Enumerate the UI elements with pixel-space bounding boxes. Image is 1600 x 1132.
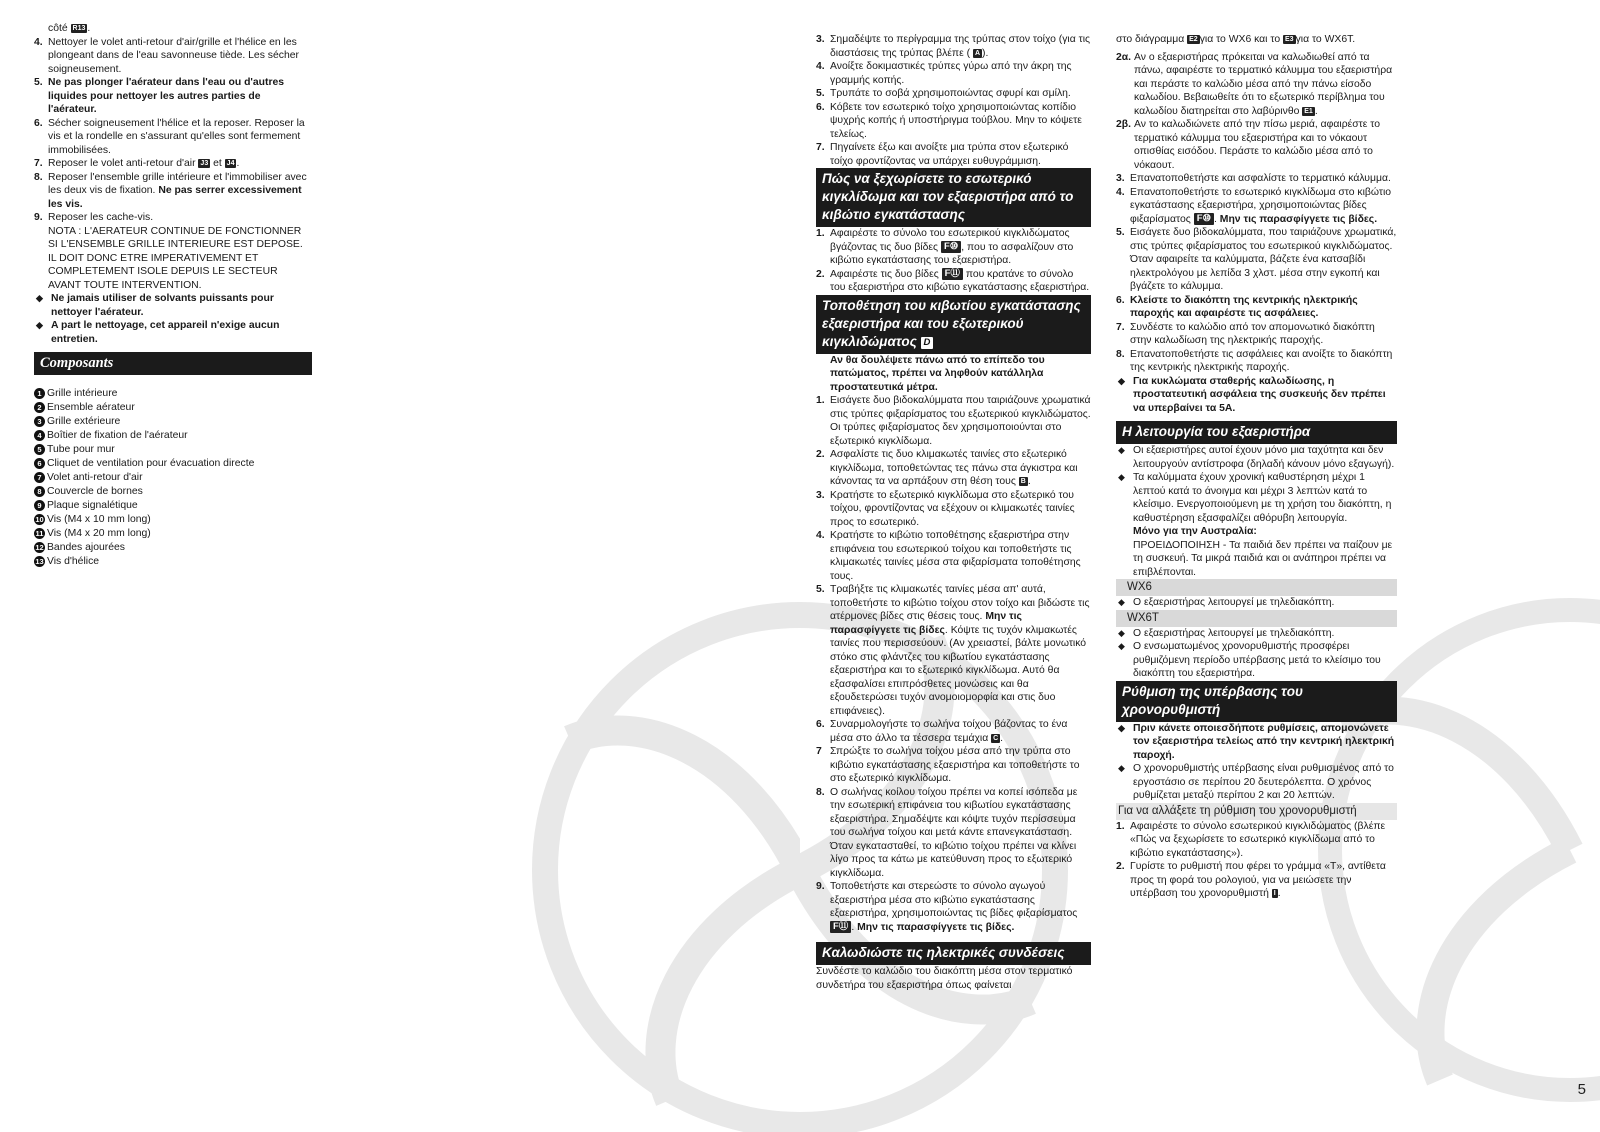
diagram-reference: στο διάγραμμα E2 για το WX6 και το E3 για το WX6T. xyxy=(1116,34,1356,45)
timer-bullets xyxy=(1116,722,1397,803)
list-item: ◆ A part le nettoyage, cet appareil n'exige aucun entretien. xyxy=(36,320,280,345)
component-label: Ensemble aérateur xyxy=(47,402,135,413)
left-column xyxy=(34,22,312,569)
list-item: 7. Πηγαίνετε έξω και ανοίξτε μια τρύπα στον εξωτερικό τοίχο φροντίζοντας να υπάρχει ευθυγράμμιση. xyxy=(816,142,1069,167)
list-item: 5. Ne pas plonger l'aérateur dans l'eau ou d'autres liquides pour nettoyer les autres parties de l'aérateur. xyxy=(34,77,285,115)
list-item: ◆ Ο ενσωματωμένος χρονορυθμιστής προσφέρει ρυθμιζόμενη περίοδο υπέρβασης μετά το κλείσιμο του διακόπτη του εξαεριστήρα. xyxy=(1118,641,1381,679)
list-item: 2. Αφαιρέστε τις δυο βίδες F⑪ που κρατάνε το σύνολο του εξαεριστήρα στο κιβώτιο εγκατάστασης εξαεριστήρα. xyxy=(816,267,1090,293)
component-number: 9 xyxy=(34,500,45,511)
cleaning-steps xyxy=(34,36,312,225)
list-item: 4. Κρατήστε το κιβώτιο τοποθέτησης εξαεριστήρα στην επιφάνεια του εσωτερικού τοίχου και τοποθετήστε τις κλιμακωτές ταινίες μέσα στα φιξαρίσματα τοποθέτησης τους. xyxy=(816,530,1081,582)
component-label: Grille extérieure xyxy=(47,416,121,427)
list-item: ◆ Ne jamais utiliser de solvants puissants pour nettoyer l'aérateur. xyxy=(36,293,274,318)
operation-bullets xyxy=(1116,444,1397,579)
section-heading-separate: Πώς να ξεχωρίσετε το εσωτερικό κιγκλίδωμα και τον εξαεριστήρα από το κιβώτιο εγκατάστασης xyxy=(816,168,1091,227)
list-item: 8. Ο σωλήνας κοίλου τοίχου πρέπει να κοπεί ισόπεδα με την εσωτερική επιφάνεια του κιβωτίου εγκατάστασης εξαεριστήρα. Σημαδέψτε και κόψτε τυχόν περίσσευμα του σωλήνα τοίχου και μετά κάντε επανεγκατάσταση. Όταν εγκατασταθεί, το κιβώτιο τοίχου πρέπει να κλίνει λίγο προς τα κάτω με κατεύθυνση προς το εξωτερικό κιγκλίδωμα. xyxy=(816,786,1078,879)
component-number: 10 xyxy=(35,515,44,524)
list-item: ◆ Τα καλύμματα έχουν χρονική καθυστέρηση μέχρι 1 λεπτού κατά το άνοιγμα και μέχρι 3 λεπτών κατά το κλείσιμο. Ενεργοποιούμενη με τη χρήση του διακόπτη, η καθυστέρηση εξασφαλίζει αθόρυβη λειτουργία. Μόνο για την Αυστραλία: ΠΡΟΕΙΔΟΠΟΙΗΣΗ - Τα παιδιά δεν πρέπει να παίζουν με τη συσκευή. Τα μικρά παιδιά και οι ανάπηροι πρέπει να επιβλέπονται. xyxy=(1116,471,1397,579)
list-item: ◆ Πριν κάνετε οποιεσδήποτε ρυθμίσεις, απομονώνετε τον εξαεριστήρα τελείως από την κεντρική ηλεκτρική παροχή. xyxy=(1118,722,1395,761)
ref-label: R13 xyxy=(72,25,86,32)
list-item: 6. Κλείστε το διακόπτη της κεντρικής ηλεκτρικής παροχής και αφαιρέστε τις ασφάλειες. xyxy=(1116,294,1358,319)
list-item: 1. Εισάγετε δυο βιδοκαλύμματα που ταιριάζουνε χρωματικά στις τρύπες φιξαρίσματος του εξωτερικού κιγκλιδώματος. Οι τρύπες φιξαρίσματος δεν χρησιμοποιούνται στο εξωτερικό κιγκλίδωμα. xyxy=(816,395,1091,447)
component-item xyxy=(34,513,312,527)
list-item: 7. Reposer le volet anti-retour d'air J3 et J4 . xyxy=(34,158,240,169)
list-item: 1. Αφαιρέστε το σύνολο του εσωτερικού κιγκλιδώματος βγάζοντας τις δυο βίδες F⑩ , που το ασφαλίζουν στο κιβώτιο εγκατάστασης του εξαεριστήρα. xyxy=(816,228,1074,266)
fuse-bullet xyxy=(1116,375,1397,416)
section-heading-timer: Ρύθμιση της υπέρβασης του χρονορυθμιστή xyxy=(1116,681,1397,722)
component-label: Couvercle de bornes xyxy=(47,486,143,497)
component-item xyxy=(34,555,312,569)
list-item: 7. Συνδέστε το καλώδιο από τον απομονωτικό διακόπτη στην καλωδίωση της ηλεκτρικής παροχής. xyxy=(1116,321,1375,346)
component-number: 11 xyxy=(35,529,44,538)
component-item xyxy=(34,527,312,541)
component-label: Vis (M4 x 20 mm long) xyxy=(47,528,151,539)
list-item: 4. Επανατοποθετήστε το εσωτερικό κιγκλίδωμα στο κιβώτιο εγκατάστασης εξαεριστήρα, χρησιμοποιώντας βίδες φιξαρίσματος F⑩ . Μην τις παρασφίγγετε τις βίδες. xyxy=(1116,186,1392,225)
component-label: Vis (M4 x 10 mm long) xyxy=(47,514,151,525)
wx6t-bullets xyxy=(1116,627,1397,681)
component-item xyxy=(34,541,312,555)
section-heading-components: Composants xyxy=(34,352,312,375)
list-item: 1. Αφαιρέστε το σύνολο εσωτερικού κιγκλιδώματος (βλέπε «Πώς να ξεχωρίσετε το εσωτερικό κιγκλίδωμα από το κιβώτιο εγκατάστασης»). xyxy=(1116,820,1386,859)
list-item: ◆ Οι εξαεριστήρες αυτοί έχουν μόνο μια ταχύτητα και δεν λειτουργούν αντίστροφα (δηλαδή κάνουν μόνο εξαγωγή). xyxy=(1118,445,1395,470)
component-label: Vis d'hélice xyxy=(47,556,100,567)
component-item xyxy=(34,471,312,485)
component-item xyxy=(34,429,312,443)
list-item: 8. Επανατοποθετήστε τις ασφάλειες και ανοίξτε το διακόπτη της κεντρικής ηλεκτρικής παροχής. xyxy=(1116,348,1393,373)
list-item: 7 Σπρώξτε το σωλήνα τοίχου μέσα από την τρύπα στο κιβώτιο εγκατάστασης εξαεριστήρα και τοποθετήστε το στο εξωτερικό κιγκλίδωμα. xyxy=(816,746,1080,784)
timer-steps xyxy=(1116,820,1397,901)
component-number: 2 xyxy=(34,402,45,413)
greek-column-2 xyxy=(1116,33,1397,901)
component-label: Boîtier de fixation de l'aérateur xyxy=(47,430,188,441)
wx6-bullets xyxy=(1116,596,1397,610)
australia-title: Μόνο για την Αυστραλία: xyxy=(1133,526,1257,537)
list-item: 4. Nettoyer le volet anti-retour d'air/grille et l'hélice en les plongeant dans de l'eau savonneuse tiède. Les sécher soigneusement. xyxy=(34,36,299,75)
section-heading-installation: Τοποθέτηση του κιβωτίου εγκατάστασης εξαεριστήρα και του εξωτερικού κιγκλιδώματος D xyxy=(816,295,1091,354)
subheading-wx6t: WX6T xyxy=(1116,610,1397,627)
installation-steps xyxy=(816,394,1091,934)
subheading-change-timer: Για να αλλάξετε τη ρύθμιση του χρονορυθμιστή xyxy=(1116,803,1397,820)
component-item xyxy=(34,401,312,415)
component-item xyxy=(34,499,312,513)
component-number: 6 xyxy=(34,458,45,469)
component-number: 13 xyxy=(35,557,44,566)
wiring-intro: Συνδέστε το καλώδιο του διακόπτη μέσα στον τερματικό συνδετήρα του εξαεριστήρα όπως φαίνεται xyxy=(816,966,1073,991)
list-item: 5. Εισάγετε δυο βιδοκαλύμματα, που ταιριάζουνε χρωματικά, στις τρύπες φιξαρίσματος του εσωτερικού κιγκλιδώματος. Όταν αφαιρείτε τα καλύμματα, βάζετε ένα κατσαβίδι ηλεκτρολόγου με λεπίδα 3 χλστ. μέσα στην εγκοπή και βγάζετε το κάλυμμα. xyxy=(1116,227,1397,292)
component-label: Grille intérieure xyxy=(47,388,118,399)
list-item: 6. Sécher soigneusement l'hélice et la reposer. Reposer la vis et la rondelle en s'assurant qu'elles sont fermement immobilisées. xyxy=(34,117,305,156)
list-item: ◆ Ο εξαεριστήρας λειτουργεί με τηλεδιακόπτη. xyxy=(1118,627,1335,639)
component-label: Volet anti-retour d'air xyxy=(47,472,143,483)
component-item xyxy=(34,457,312,471)
list-item: 2. Γυρίστε το ρυθμιστή που φέρει το γράμμα «T», αντίθετα προς τη φορά του ρολογιού, για να μειώσετε την υπέρβαση του χρονορυθμιστή I . xyxy=(1116,861,1386,899)
list-item: 3. Κρατήστε το εξωτερικό κιγκλίδωμα στο εξωτερικό του τοίχου, φροντίζοντας να εξέχουν οι κλιμακωτές ταινίες προς το εσωτερικό. xyxy=(816,489,1075,528)
height-warning: Αν θα δουλέψετε πάνω από το επίπεδο του πατώματος, πρέπει να ληφθούν κατάλληλα προστατευτικά μέτρα. xyxy=(830,354,1045,393)
hole-steps xyxy=(816,33,1091,168)
separate-steps xyxy=(816,227,1091,295)
list-item: 8. Reposer l'ensemble grille intérieure et l'immobiliser avec les deux vis de fixation. Ne pas serrer excessivement les vis. xyxy=(34,171,307,210)
page-number: 5 xyxy=(1577,1081,1586,1098)
list-item: 3. Επανατοποθετήστε και ασφαλίστε το τερματικό κάλυμμα. xyxy=(1116,173,1391,184)
section-heading-wiring: Καλωδιώστε τις ηλεκτρικές συνδέσεις xyxy=(816,942,1091,965)
component-number: 7 xyxy=(34,472,45,483)
component-item xyxy=(34,415,312,429)
component-number: 8 xyxy=(34,486,45,497)
list-item: 2. Ασφαλίστε τις δυο κλιμακωτές ταινίες στο εξωτερικό κιγκλίδωμα, τοποθετώντας τες πάνω στα άγκιστρα και κάνοντας τα να αρπάξουν στη θέση τους B . xyxy=(816,449,1078,487)
australia-warning: ΠΡΟΕΙΔΟΠΟΙΗΣΗ - Τα παιδιά δεν πρέπει να παίζουν με τη συσκευή. Τα μικρά παιδιά και οι ανάπηροι πρέπει να επιβλέπονται. xyxy=(1133,539,1393,578)
list-item: 6. Κόβετε τον εσωτερικό τοίχο χρησιμοποιώντας κοπίδιο ψυχρής κοπής ή υποστήριγμα τούβλου. Μην το κόψετε τελείως. xyxy=(816,101,1082,140)
list-item: 9. Reposer les cache-vis. xyxy=(34,212,154,223)
component-item xyxy=(34,443,312,457)
list-item: 4. Ανοίξτε δοκιμαστικές τρύπες γύρω από την άκρη της γραμμής κοπής. xyxy=(816,61,1072,86)
list-item: 3. Σημαδέψτε το περίγραμμα της τρύπας στον τοίχο (για τις διαστάσεις της τρύπας βλέπε ( A ). xyxy=(816,34,1091,59)
list-item: ◆ Ο εξαεριστήρας λειτουργεί με τηλεδιακόπτη. xyxy=(1118,597,1335,608)
component-number: 5 xyxy=(34,444,45,455)
component-item xyxy=(34,485,312,499)
component-label: Tube pour mur xyxy=(47,444,115,455)
list-item: 6. Συναρμολογήστε το σωλήνα τοίχου βάζοντας το ένα μέσα στο άλλο τα τέσσερα τεμάχια C . xyxy=(816,719,1068,744)
list-item: ◆ Για κυκλώματα σταθερής καλωδίωσης, η προστατευτική ασφάλεια της συσκευής δεν πρέπει να υπερβαίνει τα 5A. xyxy=(1118,375,1386,414)
section-heading-operation: Η λειτουργία του εξαεριστήρα xyxy=(1116,421,1397,444)
list-item: 5. Τραβήξτε τις κλιμακωτές ταινίες μέσα απ' αυτά, τοποθετήστε το κιβώτιο τοίχου στον τοίχο και βιδώστε τις ατέρμονες βίδες στις θέσεις τους. Μην τις παρασφίγγετε τις βίδες. Κόψτε τις τυχόν κλιμακωτές ταινίες που περισσεύουν. (Αν χρειαστεί, βάλτε μονωτικό στόκο στις φλάντζες του κιβωτίου εγκατάστασης εξαεριστήρα και το εξωτερικό κιγκλίδωμα. Αυτό θα εξασφαλίσει επιπρόσθετες μονώσεις και θα εξουδετερώσει τυχόν ανομοιομορφία και στις δυο επιφάνειες). xyxy=(816,584,1090,717)
component-number: 1 xyxy=(34,388,45,399)
component-label: Cliquet de ventilation pour évacuation directe xyxy=(47,458,255,469)
list-item: 9. Τοποθετήστε και στερεώστε το σύνολο αγωγού εξαεριστήρα μέσα στο κιβώτιο εγκατάστασης εξαεριστήρα, χρησιμοποιώντας τις βίδες φιξαρίσματος F⑪ . Μην τις παρασφίγγετε τις βίδες. xyxy=(816,881,1078,933)
nota-text: NOTA : L'AERATEUR CONTINUE DE FONCTIONNER SI L'ENSEMBLE GRILLE INTERIEURE EST DEPOSE. IL DOIT DONC ETRE IMPERATIVEMENT ET COMPLETEMENT ISOLE DEPUIS LE SECTEUR AVANT TOUTE INTERVENTION. xyxy=(48,225,303,291)
warning-bullets xyxy=(34,292,312,346)
list-item: 5. Τρυπάτε το σοβά χρησιμοποιώντας σφυρί και σμίλη. xyxy=(816,88,1071,99)
component-label: Plaque signalétique xyxy=(47,500,138,511)
component-number: 12 xyxy=(35,543,44,552)
wiring-steps xyxy=(1116,51,1397,375)
subheading-wx6: WX6 xyxy=(1116,579,1397,596)
component-number: 3 xyxy=(34,416,45,427)
right-page xyxy=(800,0,1600,1132)
intro-continuation: côté R13 . xyxy=(48,23,91,34)
components-list xyxy=(34,387,312,569)
list-item: 2α. Αν ο εξαεριστήρας πρόκειται να καλωδιωθεί από τα πάνω, αφαιρέστε το τερματικό κάλυμμα του εξαεριστήρα και περάστε το καλώδιο μέσα από την πάνω είσοδο καλωδίου. Βεβαιωθείτε ότι το εξωτερικό περίβλημα του καλωδίου διατηρείται στο λαβύρινθο E1 . xyxy=(1116,51,1393,117)
component-number: 4 xyxy=(34,430,45,441)
list-item: ◆ Ο χρονορυθμιστής υπέρβασης είναι ρυθμισμένος από το εργοστάσιο σε περίπου 20 δευτερόλεπτα. Ο χρόνος ρυθμίζεται μεταξύ περίπου 2 και 20 λεπτών. xyxy=(1118,763,1394,801)
component-label: Bandes ajourées xyxy=(47,542,125,553)
list-item: 2β. Αν το καλωδιώνετε από την πίσω μεριά, αφαιρέστε το τερματικό κάλυμμα του εξαεριστήρα και το νόκαουτ οπισθίας εισόδου. Περάστε το καλώδιο μέσα από το νόκαουτ. xyxy=(1116,119,1381,171)
component-item xyxy=(34,387,312,401)
greek-column-1 xyxy=(816,33,1091,992)
